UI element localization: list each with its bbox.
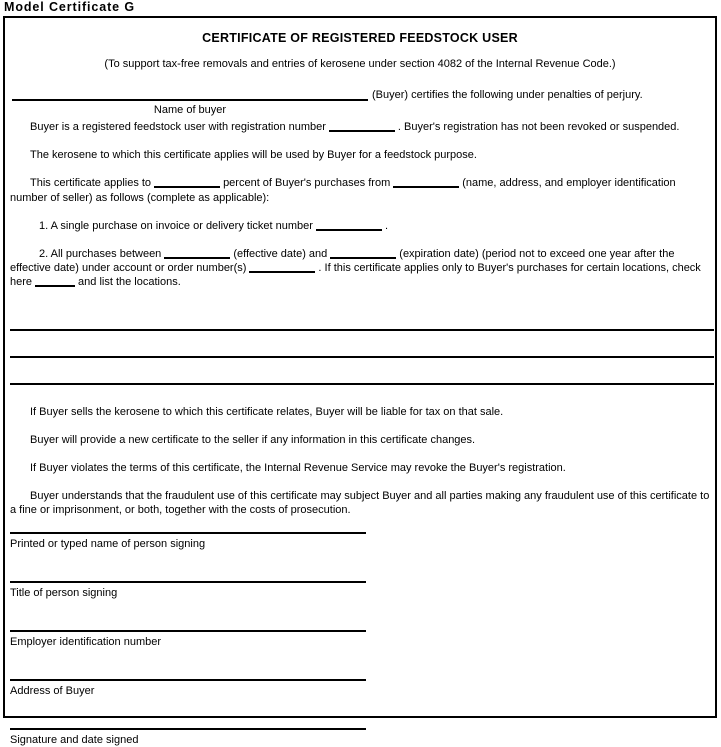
locations-line-gap-1 xyxy=(10,331,714,356)
item-all-purchases-part-c: (expiration date) (period not to exceed one year after the effective date) under account or order number(s) xyxy=(10,248,675,275)
paragraph-fraudulent-use: Buyer understands that the fraudulent use of this certificate may subject Buyer and all parties making any fraudulent use of this certificate to a fine or imprisonment, or both, together with the costs of prosecution. xyxy=(10,490,710,517)
effective-date-blank[interactable] xyxy=(164,249,230,259)
locations-line-3[interactable] xyxy=(10,383,714,385)
item-all-purchases-part-e: and list the locations. xyxy=(78,276,181,289)
certificate-title: CERTIFICATE OF REGISTERED FEEDSTOCK USER xyxy=(202,31,518,45)
item-all-purchases xyxy=(10,247,710,290)
buyer-name-caption: Name of buyer xyxy=(153,104,227,116)
paragraph-liable-for-tax: If Buyer sells the kerosene to which this certificate relates, Buyer will be liable for tax on that sale. xyxy=(30,405,504,418)
applies-to-part-a: This certificate applies to xyxy=(30,177,152,190)
item-single-purchase-part-a: 1. A single purchase on invoice or delivery ticket number xyxy=(39,219,313,232)
invoice-number-blank[interactable] xyxy=(316,221,382,231)
certificate-inner xyxy=(5,31,715,746)
item-single-purchase xyxy=(10,219,710,233)
buyer-certifies-text: (Buyer) certifies the following under penalties of perjury. xyxy=(372,89,643,101)
item-all-purchases-part-d: . If this certificate applies only to Buyer's purchases for certain locations, check here xyxy=(10,262,701,289)
locations-blank-lines xyxy=(10,329,714,385)
certificate-subtitle: (To support tax-free removals and entries of kerosene under section 4082 of the Internal Revenue Code.) xyxy=(104,58,616,70)
signature-field-printed-name xyxy=(10,532,366,551)
address-label: Address of Buyer xyxy=(10,685,95,697)
signature-field-signature xyxy=(10,728,366,747)
paragraph-registration-part-b: . Buyer's registration has not been revoked or suspended. xyxy=(397,121,680,133)
paragraph-registration xyxy=(10,120,710,134)
buyer-name-row xyxy=(10,88,710,116)
item-single-purchase-part-b: . xyxy=(384,219,388,232)
account-number-blank[interactable] xyxy=(249,263,315,273)
paragraph-applies-to xyxy=(10,176,710,204)
paragraph-feedstock-purpose: The kerosene to which this certificate applies will be used by Buyer for a feedstock purpose. xyxy=(30,149,477,162)
title-label: Title of person signing xyxy=(10,587,118,599)
model-caption: Model Certificate G xyxy=(4,0,136,14)
applies-to-part-b: percent of Buyer's purchases from xyxy=(223,177,391,190)
paragraph-new-certificate: Buyer will provide a new certificate to the seller if any information in this certificate changes. xyxy=(30,433,476,446)
signature-field-ein xyxy=(10,630,366,649)
percent-blank[interactable] xyxy=(154,178,220,188)
certificate-box xyxy=(3,16,717,746)
printed-name-label: Printed or typed name of person signing xyxy=(10,538,206,550)
paragraph-revocation: If Buyer violates the terms of this certificate, the Internal Revenue Service may revoke the Buyer's registration. xyxy=(30,462,566,475)
ein-label: Employer identification number xyxy=(10,636,162,648)
signature-field-title xyxy=(10,581,366,600)
signature-block xyxy=(10,532,366,747)
applies-to-part-c: (name, address, and employer identification number of seller) as follows (complete as applicable): xyxy=(10,177,676,204)
paragraph-registration-part-a: Buyer is a registered feedstock user with registration number xyxy=(30,121,326,133)
expiration-date-blank[interactable] xyxy=(330,249,396,259)
signature-label: Signature and date signed xyxy=(10,734,139,746)
item-all-purchases-part-b: (effective date) and xyxy=(233,248,328,261)
check-here-blank[interactable] xyxy=(35,277,75,287)
item-all-purchases-part-a: 2. All purchases between xyxy=(39,248,162,261)
buyer-name-fill-line[interactable] xyxy=(12,99,368,101)
locations-line-gap-2 xyxy=(10,358,714,383)
registration-number-blank[interactable] xyxy=(329,122,395,132)
signature-field-address xyxy=(10,679,366,698)
seller-blank[interactable] xyxy=(393,178,459,188)
